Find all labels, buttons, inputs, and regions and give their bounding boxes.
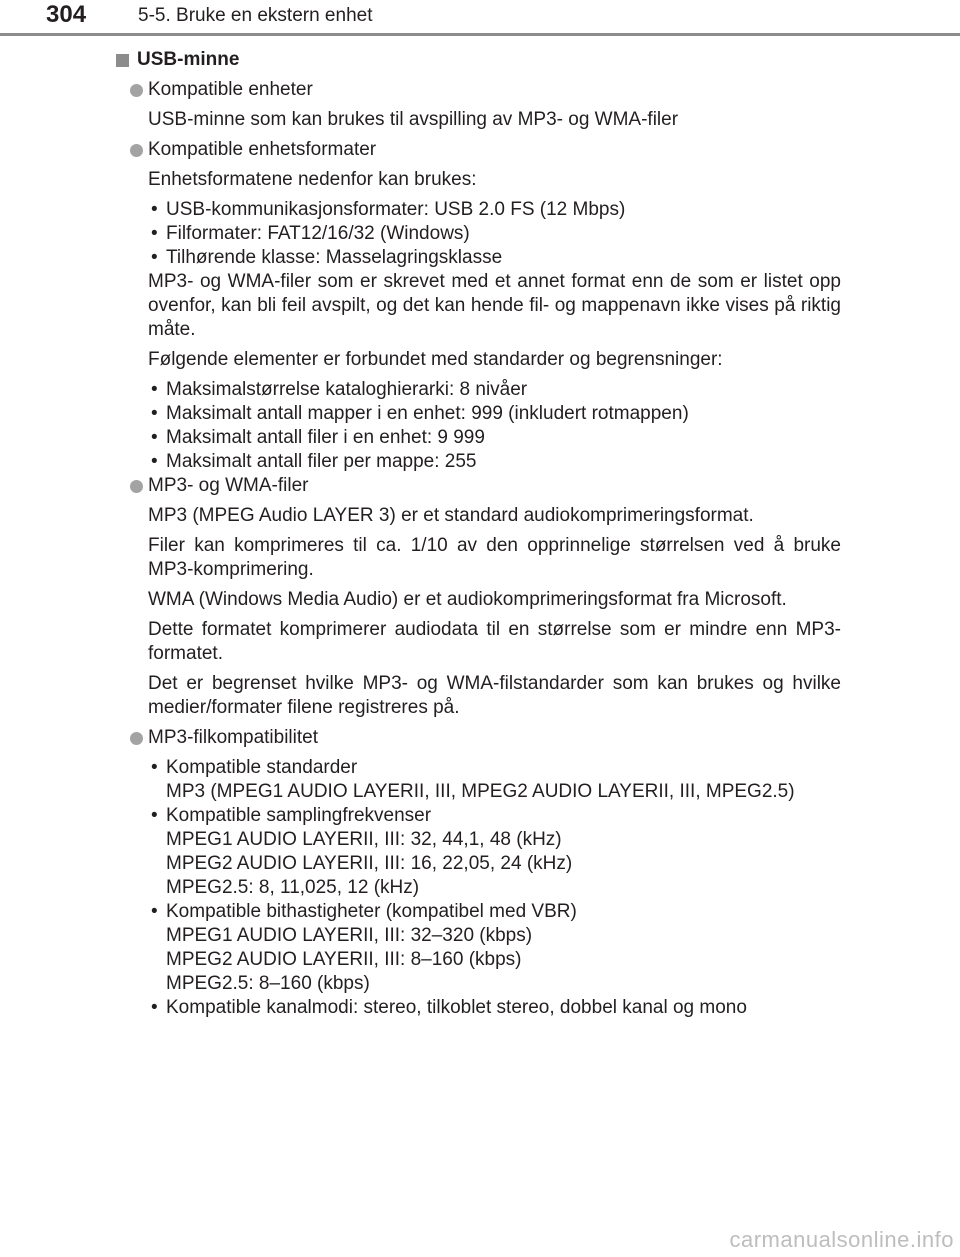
- circle-bullet-icon: [130, 144, 143, 157]
- paragraph: Følgende elementer er forbundet med standarder og begrensninger:: [148, 349, 723, 370]
- list-item-label: • Kompatible kanalmodi: stereo, tilkoblet stereo, dobbel kanal og mono: [166, 997, 747, 1018]
- subheading-text: MP3- og WMA-filer: [148, 475, 309, 496]
- square-bullet-icon: [116, 54, 129, 67]
- main-heading: [110, 48, 841, 72]
- list-item: • USB-kommunikasjonsformater: USB 2.0 FS (12 Mbps): [148, 198, 841, 222]
- page-number: 304: [46, 1, 87, 28]
- list-item-details: [166, 828, 841, 900]
- list-item: • Filformater: FAT12/16/32 (Windows): [148, 222, 841, 246]
- list-item-label: • Kompatible samplingfrekvenser: [166, 805, 432, 826]
- detail-line: MP3 (MPEG1 AUDIO LAYERII, III, MPEG2 AUDIO LAYERII, III, MPEG2.5): [166, 781, 795, 802]
- list-item: • Tilhørende klasse: Masselagringsklasse: [148, 246, 841, 270]
- paragraph: Filer kan komprimeres til ca. 1/10 av den opprinnelige størrelsen ved å bruke MP3-komprimering.: [148, 535, 841, 580]
- list-item: • Maksimalt antall filer i en enhet: 9 999: [148, 426, 841, 450]
- section-title: 5-5. Bruke en ekstern enhet: [138, 5, 373, 26]
- bullet-list: [148, 378, 841, 474]
- circle-bullet-icon: [130, 480, 143, 493]
- paragraph: USB-minne som kan brukes til avspilling av MP3- og WMA-filer: [148, 109, 679, 130]
- list-item-details: [166, 780, 841, 804]
- paragraph: MP3 (MPEG Audio LAYER 3) er et standard audiokomprimeringsformat.: [148, 505, 754, 526]
- subheading-text: Kompatible enhetsformater: [148, 139, 377, 160]
- detail-line: MPEG2.5: 8, 11,025, 12 (kHz): [166, 877, 420, 898]
- list-item: [148, 756, 841, 804]
- detail-line: MPEG2.5: 8–160 (kbps): [166, 973, 370, 994]
- list-item: • Maksimalt antall filer per mappe: 255: [148, 450, 841, 474]
- subheading-text: Kompatible enheter: [148, 79, 313, 100]
- list-item-label: • Kompatible standarder: [166, 757, 358, 778]
- list-item: • Maksimalt antall mapper i en enhet: 999 (inkludert rotmappen): [148, 402, 841, 426]
- main-heading-text: USB-minne: [137, 49, 240, 70]
- paragraph: Det er begrenset hvilke MP3- og WMA-filstandarder som kan brukes og hvilke medier/formater filene registreres på.: [148, 673, 841, 718]
- list-item: [148, 900, 841, 996]
- subheading-text: MP3-filkompatibilitet: [148, 727, 318, 748]
- list-item-details: [166, 924, 841, 996]
- bullet-list: [148, 756, 841, 1020]
- page-header: [0, 0, 960, 40]
- detail-line: MPEG2 AUDIO LAYERII, III: 8–160 (kbps): [166, 949, 522, 970]
- subheading-mp3-compatibility: [130, 726, 841, 750]
- list-item: [148, 996, 841, 1020]
- circle-bullet-icon: [130, 732, 143, 745]
- list-item: [148, 804, 841, 900]
- subheading-compatible-devices: [130, 78, 841, 102]
- paragraph: WMA (Windows Media Audio) er et audiokomprimeringsformat fra Microsoft.: [148, 589, 787, 610]
- header-rule: [0, 33, 960, 36]
- subheading-device-formats: [130, 138, 841, 162]
- watermark: carmanualsonline.info: [729, 1227, 954, 1252]
- detail-line: MPEG1 AUDIO LAYERII, III: 32–320 (kbps): [166, 925, 533, 946]
- paragraph: Dette formatet komprimerer audiodata til en størrelse som er mindre enn MP3-formatet.: [148, 619, 841, 664]
- detail-line: MPEG1 AUDIO LAYERII, III: 32, 44,1, 48 (kHz): [166, 829, 562, 850]
- detail-line: MPEG2 AUDIO LAYERII, III: 16, 22,05, 24 (kHz): [166, 853, 573, 874]
- page-content: [110, 48, 841, 1020]
- subheading-mp3-wma-files: [130, 474, 841, 498]
- circle-bullet-icon: [130, 84, 143, 97]
- list-item: • Maksimalstørrelse kataloghierarki: 8 nivåer: [148, 378, 841, 402]
- paragraph: MP3- og WMA-filer som er skrevet med et annet format enn de som er listet opp ovenfor, kan bli feil avspilt, og det kan hende fil- og mappenavn ikke vises på riktig måte.: [148, 271, 841, 340]
- bullet-list: [148, 198, 841, 270]
- paragraph: Enhetsformatene nedenfor kan brukes:: [148, 169, 477, 190]
- list-item-label: • Kompatible bithastigheter (kompatibel med VBR): [166, 901, 577, 922]
